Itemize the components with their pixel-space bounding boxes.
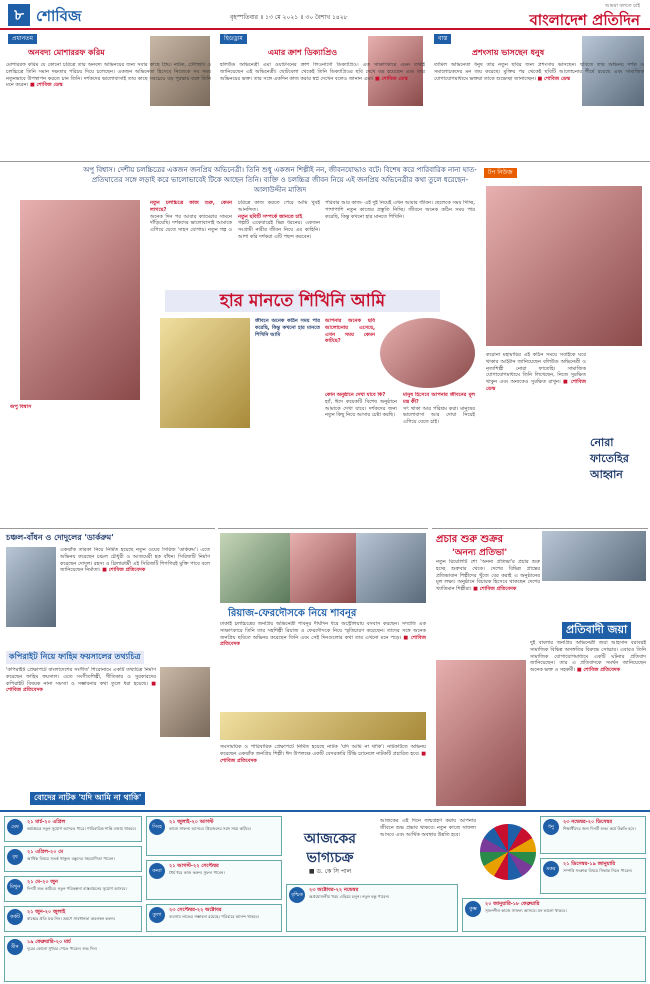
sign-text: সৃজনশীল কাজে সাফল্য আসবে। মন ভালো থাকবে। — [485, 908, 567, 913]
sign-text: অপ্রয়োজনীয় খরচ এড়িয়ে চলুন। নতুন বন্ধু পাবেন। — [309, 894, 390, 899]
nora-title-1: নোরা — [590, 436, 614, 449]
question: নতুন ছবিটি সম্পর্কে জানতে চাই — [238, 213, 303, 220]
sign-text: আর্থিক বিষয়ে সতর্ক থাকুন। বন্ধুদের সহযোগিতা পাবেন। — [27, 856, 115, 861]
horoscope-header — [285, 830, 375, 876]
fahim-body — [6, 667, 156, 787]
brand-logo — [529, 3, 640, 30]
ananya-title: প্রচার শুরু শুক্রর — [436, 534, 503, 545]
story-tag: প্রধানতম — [8, 34, 37, 44]
horoscope-title: আজকের ভাগ্যচক্র — [304, 831, 356, 866]
darkroom-text: একঝাঁক তারকা নিয়ে নির্মিত হয়েছে নতুন ওয়েব সিরিজ 'ডার্করুম'। এতে অভিনয় করেছেন চঞ্চল চৌধুরী ও আজমেরী হক বাঁধন। সিরিজটি নির্মাণ করেছেন দোদুল। রহস্য ও থ্রিলারধর্মী এই সিরিজটি শিগগিরই মুক্তি পাবে বলে জানিয়েছেন নির্মাতা। — [60, 547, 210, 574]
sign-date: ২১ জুন-২০ জুলাই — [27, 909, 66, 915]
sign-name: কন্যা — [149, 863, 165, 879]
nora-badge: টপ নিউজ — [484, 168, 517, 178]
riaz-photo — [220, 533, 290, 603]
sign-name: ধনু — [543, 819, 559, 835]
joya-title: প্রতিবাদী জয়া — [562, 622, 631, 639]
story-body — [220, 62, 425, 158]
story-title: এমার ক্রাশ ডিক্যাপ্রিও — [268, 48, 338, 57]
sign-text: দূরের কোনো সুখবর পেতে পারেন। শুভ দিন। — [27, 946, 98, 951]
brand-name: বাংলাদেশ প্রতিদিন — [529, 10, 640, 29]
sign-date: ২৩ নভেম্বর-২০ ডিসেম্বর — [563, 819, 613, 825]
sign-text: স্বাস্থ্যের প্রতি যত্ন নিন। ভ্রমণে সাবধানতা অবলম্বন করুন। — [27, 916, 116, 921]
sign-date: ২১ এপ্রিল-২০ মে — [27, 849, 64, 855]
answer: গল্পটি একেবারেই ভিন্ন ধরনের। একজন সংগ্রামী নারীর জীবন নিয়ে এর কাহিনি। আশা করি দর্শকরা এটি পছন্দ করবেন। — [238, 220, 320, 240]
joya-byline: ■ শোবিজ প্রতিবেদক — [576, 667, 621, 673]
fahim-photo — [160, 667, 210, 737]
horoscope-author: ■ ড. কে সি পাল — [308, 867, 352, 875]
nora-text: করোনা মহামারির এই কঠিন সময়ে সবাইকে ঘরে থাকার আহ্বান জানিয়েছেন বলিউড অভিনেত্রী ও নৃত্যশিল্পী নোরা ফাতেহি। সামাজিক যোগাযোগমাধ্যমে তিনি লিখেছেন, নিজে সুরক্ষিত থাকুন এবং অন্যকেও সুরক্ষিত রাখুন। — [486, 352, 586, 385]
story-title: প্রশংসায় ভাসছেন ধনুষ — [472, 48, 545, 57]
sign-name: কর্কট — [7, 909, 23, 925]
darkroom-body — [60, 547, 210, 647]
sign-text: ধৈর্য ধরে কাজ করুন। সুফল পাবেন। — [169, 870, 225, 875]
sign-date: ২১ ডিসেম্বর-১৯ জানুয়ারি — [563, 861, 616, 867]
answer: অনেক দিন পর আবার ক্যামেরার সামনে দাঁড়িয়েছি। দর্শকদের ভালোবাসাই আমাকে এগিয়ে যেতে সাহস যোগায়। নতুন গল্প ও চরিত্রে কাজ করতে পেরে আমি খুবই আনন্দিত। — [150, 200, 320, 233]
shabnur-photo — [290, 533, 356, 603]
sign-text: ব্যবসায় লাভের সম্ভাবনা রয়েছে। পরিবারে আনন্দ থাকবে। — [169, 914, 260, 919]
ananya-subtitle: 'অনন্য প্রতিভা' — [452, 548, 508, 558]
sign-name: কুম্ভ — [465, 901, 481, 917]
zodiac-wheel-icon — [480, 824, 536, 880]
lead-caption: অপু বিশ্বাস — [10, 404, 32, 410]
sign-scorpio — [286, 884, 458, 932]
sign-date: ২৩ অক্টোবর-২২ নভেম্বর — [309, 887, 359, 893]
ananya-byline: ■ শোবিজ প্রতিবেদক — [473, 586, 517, 592]
horoscope-intro: আজকের এই দিনে জন্মগ্রহণ করায় আপনার জীবনে শুভ প্রভাব থাকবে। নতুন কাজে সাফল্য আসবে এবং আর্থিক অবস্থার উন্নতি হবে। — [380, 818, 476, 838]
sign-text: সম্পত্তি সংক্রান্ত বিষয়ে সিদ্ধান্ত নিতে পারেন। — [563, 868, 633, 873]
dateline: বৃহস্পতিবার ॥ ১৩ মে ২০২১ ॥ ৩০ বৈশাখ ১৪২৮ — [230, 14, 348, 21]
darkroom-byline: ■ শোবিজ প্রতিবেদক — [102, 567, 146, 574]
sign-text: দিনটি শুভ কাটবে। নতুন পরিকল্পনা বাস্তবায়নের সুযোগ আসবে। — [27, 886, 127, 891]
drama-title: বোদের নাটক 'যদি আমি না থাকি' — [30, 792, 145, 805]
drama-byline: ■ শোবিজ প্রতিবেদক — [220, 750, 426, 764]
fahim-text: 'কপিরাইট প্রেক্ষাপটে বাংলাদেশের সংগীত' শিরোনামে একটি তথ্যচিত্র নির্মাণ করেছেন ফাহিম ফয়সাল। এতে সংগীতশিল্পী, গীতিকার ও সুরকারদের কপিরাইট বিষয়ক নানা সমস্যা ও সম্ভাবনার কথা তুলে ধরা হয়েছে। — [6, 667, 156, 687]
top-strip — [0, 32, 650, 162]
sign-name: মেষ — [7, 819, 23, 835]
story-dhanush — [432, 32, 648, 162]
shabnur-body — [220, 621, 426, 707]
lead-qa-1 — [150, 200, 320, 286]
sign-cancer — [4, 906, 142, 932]
sign-name: বৃষ — [7, 849, 23, 865]
sign-date: ২০ জানুয়ারি-১৮ ফেব্রুয়ারি — [485, 901, 540, 907]
sign-date: ২১ মে-২০ জুন — [27, 879, 58, 885]
story-tag: বাস্ত — [434, 34, 451, 44]
nora-title-3: আহ্বান — [590, 468, 623, 481]
page-number: ৮ — [8, 4, 30, 26]
sign-date: ২৩ সেপ্টেম্বর-২২ অক্টোবর — [169, 907, 222, 913]
story-body — [434, 62, 644, 158]
sign-leo — [146, 816, 282, 856]
left-column — [0, 528, 215, 808]
story-text: মোশাররফ করিম যে কোনো চরিত্রে তার অনবদ্য অভিনয়ের জন্য সবার কাছে প্রিয়। নাটক, টেলিছবি ও চলচ্চিত্রে তিনি সমান দক্ষতার পরিচয় দিয়ে চলেছেন। একজন অভিনেতা হিসেবে নিজেকে সব সময় নতুনভাবে উপস্থাপন করতে চান তিনি। দর্শকদের ভালোবাসাই তার কাছে সবচেয়ে বড় পুরস্কার বলে তিনি মনে করেন। — [6, 62, 211, 89]
nora-byline: ■ শোবিজ ডেস্ক — [486, 379, 586, 392]
joya-photo — [436, 660, 526, 806]
fahim-byline: ■ শোবিজ প্রতিবেদক — [6, 680, 156, 694]
sign-date: ২১ আগস্ট-২২ সেপ্টেম্বর — [169, 863, 219, 869]
sign-name: বৃশ্চিক — [289, 887, 305, 903]
ananya-text: নতুন রিয়েলিটি শো 'অনন্য প্রতিভা'র প্রচার শুরু হচ্ছে শুক্রবার থেকে। দেশের বিভিন্ন প্রান্তের প্রতিভাবান শিল্পীদের খুঁজে বের করাই এ অনুষ্ঠানের মূল লক্ষ্য। অনুষ্ঠানে বিচারক হিসেবে থাকছেন দেশের খ্যাতিমান শিল্পীরা। — [436, 559, 540, 592]
story-byline: ■ শোবিজ ডেস্ক — [537, 75, 571, 82]
joya-text: দুই বাংলার জনপ্রিয় অভিনেত্রী জয়া আহসান বরাবরই সামাজিক বিভিন্ন অসঙ্গতির বিরুদ্ধে সোচ্চার। এবারও তিনি সামাজিক যোগাযোগমাধ্যমে একটি ঘটনার প্রতিবাদ জানিয়েছেন। তার এ প্রতিবাদকে সমর্থন জানিয়েছেন অনেক ভক্ত ও সহকর্মী। — [530, 640, 646, 673]
sign-text: কর্মক্ষেত্রে নতুন সুযোগ আসতে পারে। পারিবারিক শান্তি বজায় থাকবে। — [27, 826, 137, 831]
story-title: অনবদ্য মোশাররফ করিম — [28, 48, 105, 57]
joya-story — [432, 620, 648, 808]
lead-sub-caption: জীবনে অনেক কঠিন সময় পার করেছি, কিন্তু কখনো হার মানতে শিখিনি আমি — [255, 318, 320, 338]
apu-portrait-photo — [380, 318, 475, 388]
sign-taurus — [4, 846, 142, 872]
apu-family-photo — [160, 318, 250, 428]
story-body — [6, 62, 211, 158]
question: আপনার অনেক ছবি আলোচনায় এসেছে, এখন সময় কেমন কাটছে? — [325, 318, 375, 345]
answer: পরিবার আর কাজ- এই দুই নিয়েই এখন আমার জীবন। ছেলেকে সময় দিচ্ছি, পাশাপাশি নতুন কাজের প্রস্তুতি নিচ্ছি। জীবনে অনেক কঠিন সময় পার করেছি, কিন্তু কখনো হার মানতে শিখিনি। — [325, 200, 475, 220]
question: মানুষ হিসেবে আপনার জীবনের মূল মন্ত্র কী? — [403, 392, 475, 405]
answer: হ্যাঁ, ঈদে কয়েকটি বিশেষ অনুষ্ঠানে আমাকে দেখা যাবে। দর্শকদের জন্য নতুন কিছু নিয়ে আসার চেষ্টা করছি। — [325, 398, 397, 419]
sign-name: মীন — [7, 939, 23, 955]
apu-biswas-photo — [20, 200, 140, 400]
sign-aries — [4, 816, 142, 842]
lead-qa-top-right — [325, 200, 475, 286]
lead-qa-4 — [325, 392, 475, 522]
darkroom-title: চঞ্চল-বাঁধন ও দোদুলের 'ডার্করুম' — [6, 533, 114, 542]
sign-date: ১৯ ফেব্রুয়ারি-২০ মার্চ — [27, 939, 71, 945]
sign-gemini — [4, 876, 142, 902]
ananya-story — [432, 528, 648, 618]
story-emma — [218, 32, 428, 162]
story-text: তামিল অভিনেতা ধনুষ তার নতুন ছবির জন্য প্রশংসায় ভাসছেন। ছবিতে তার অভিনয় দর্শক ও সমালোচকদের মন জয় করেছে। মুক্তির পর থেকেই ছবিটি আলোচনার শীর্ষে রয়েছে এবং সামাজিক যোগাযোগমাধ্যমে ভক্তরা তাকে শুভেচ্ছা জানাচ্ছেন। — [434, 62, 644, 82]
sign-capricorn — [540, 858, 646, 894]
sign-libra — [146, 904, 282, 932]
lead-intro: অপু বিশ্বাস। দেশীয় চলচ্চিত্রের একজন জনপ্রিয় অভিনেত্রী। তিনি শুধু একজন শিল্পীই নন, জীবনযোদ্ধাও বটে। বিশেষ করে পারিবারিক নানা ঘাত-প্রতিঘাতের সঙ্গে লড়াই করে ভালোভাবেই টিকে আছেন তিনি। ব্যক্তি ও চলচ্চিত্র জীবন নিয়ে এই জনপ্রিয় অভিনেত্রীর কথা তুলে ধরেছেন- আলাউদ্দীন মাজিদ — [83, 166, 477, 194]
sign-name: সিংহ — [149, 819, 165, 835]
sign-name: মকর — [543, 861, 559, 877]
sign-virgo — [146, 860, 282, 900]
story-text: হলিউড অভিনেত্রী এমা ওয়াটসনের ক্রাশ লিওনার্দো ডিক্যাপ্রিও। এক সাক্ষাৎকারে এমন তথ্যই জানিয়েছেন এই অভিনেত্রী। ছোটবেলা থেকেই তিনি ডিক্যাপ্রিওর ছবি দেখে বড় হয়েছেন এবং তার অভিনয়ের ভক্ত। তার সঙ্গে একদিন কাজ করার স্বপ্ন দেখেন বলেও জানান এমা। — [220, 62, 425, 82]
nora-story — [482, 166, 648, 526]
ferdous-photo — [356, 533, 426, 603]
answer: সৎ থাকা আর পরিশ্রম করা। মানুষের ভালোবাসা আর দোয়া নিয়েই এগিয়ে যেতে চাই। — [403, 405, 475, 425]
question: কোন অনুষ্ঠানে দেখা যাবে কি? — [325, 392, 386, 398]
story-byline: ■ শোবিজ ডেস্ক — [29, 82, 63, 89]
sign-text: কাজে সাফল্য আসবে। প্রিয়জনের সঙ্গে সময় কাটবে। — [169, 826, 251, 831]
masthead — [0, 0, 650, 30]
shabnur-text: ঢাকাই চলচ্চিত্রের জনপ্রিয় অভিনেত্রী শাবনূর দীর্ঘদিন ধরে অস্ট্রেলিয়ায় বসবাস করছেন। সম্প্রতি এক সাক্ষাৎকারে তিনি তার সহশিল্পী রিয়াজ ও ফেরদৌসকে নিয়ে স্মৃতিচারণ করেছেন। তাদের সঙ্গে অনেক জনপ্রিয় ছবিতে অভিনয় করেছেন তিনি এবং সেই দিনগুলোর কথা তার এখনো মনে পড়ে। — [220, 621, 426, 641]
darkroom-photo — [6, 547, 56, 627]
ananya-photo — [542, 531, 646, 581]
drama-photo — [220, 712, 426, 740]
nora-body — [486, 352, 586, 522]
sign-text: শিক্ষার্থীদের জন্য দিনটি শুভ। কর্মে উন্নতি হবে। — [563, 826, 636, 831]
story-tag: হিডড্রাম — [220, 34, 247, 44]
nora-photo — [486, 186, 642, 346]
drama-body — [220, 744, 426, 804]
sign-name: মিথুন — [7, 879, 23, 895]
sign-pisces — [4, 936, 646, 982]
lead-title: হার মানতে শিখিনি আমি — [165, 290, 440, 312]
horoscope-section — [0, 810, 650, 984]
shabnur-title: রিয়াজ-ফেরদৌসকে নিয়ে শাবনূর — [228, 608, 357, 619]
drama-story — [218, 710, 428, 808]
story-byline: ■ শোবিজ ডেস্ক — [375, 75, 408, 82]
question: নতুন চলচ্চিত্রে কাজ শুরু, কেমন লাগছে? — [150, 200, 232, 213]
joya-body — [530, 640, 646, 806]
story-mosharraf — [0, 32, 215, 162]
drama-text: সমসাময়িক ও পারিবারিক প্রেক্ষাপটে নির্মিত হয়েছে নাটক 'যদি আমি না থাকি'। নাটকটিতে অভিনয় করেছেন একঝাঁক জনপ্রিয় শিল্পী। ঈদ উপলক্ষে একটি বেসরকারি টিভি চ্যানেলে নাটকটি প্রচারিত হবে। — [220, 744, 426, 757]
sign-date: ২১ মার্চ-২০ এপ্রিল — [27, 819, 66, 825]
shabnur-byline: ■ শোবিজ প্রতিবেদক — [220, 634, 426, 648]
section-name: শোবিজ — [36, 7, 82, 25]
brand-tagline: আমরা বলতে চাই — [604, 3, 640, 9]
sign-sagittarius — [540, 816, 646, 854]
sign-aquarius — [462, 898, 646, 932]
fahim-title: কপিরাইট নিয়ে ফাহিম ফয়সালের তথ্যচিত্র — [6, 651, 144, 664]
shabnur-story — [218, 528, 428, 708]
nora-title-2: ফাতেহির — [590, 452, 629, 465]
sign-name: তুলা — [149, 907, 165, 923]
ananya-body — [436, 559, 540, 617]
sign-date: ২১ জুলাই-২০ আগস্ট — [169, 819, 214, 825]
